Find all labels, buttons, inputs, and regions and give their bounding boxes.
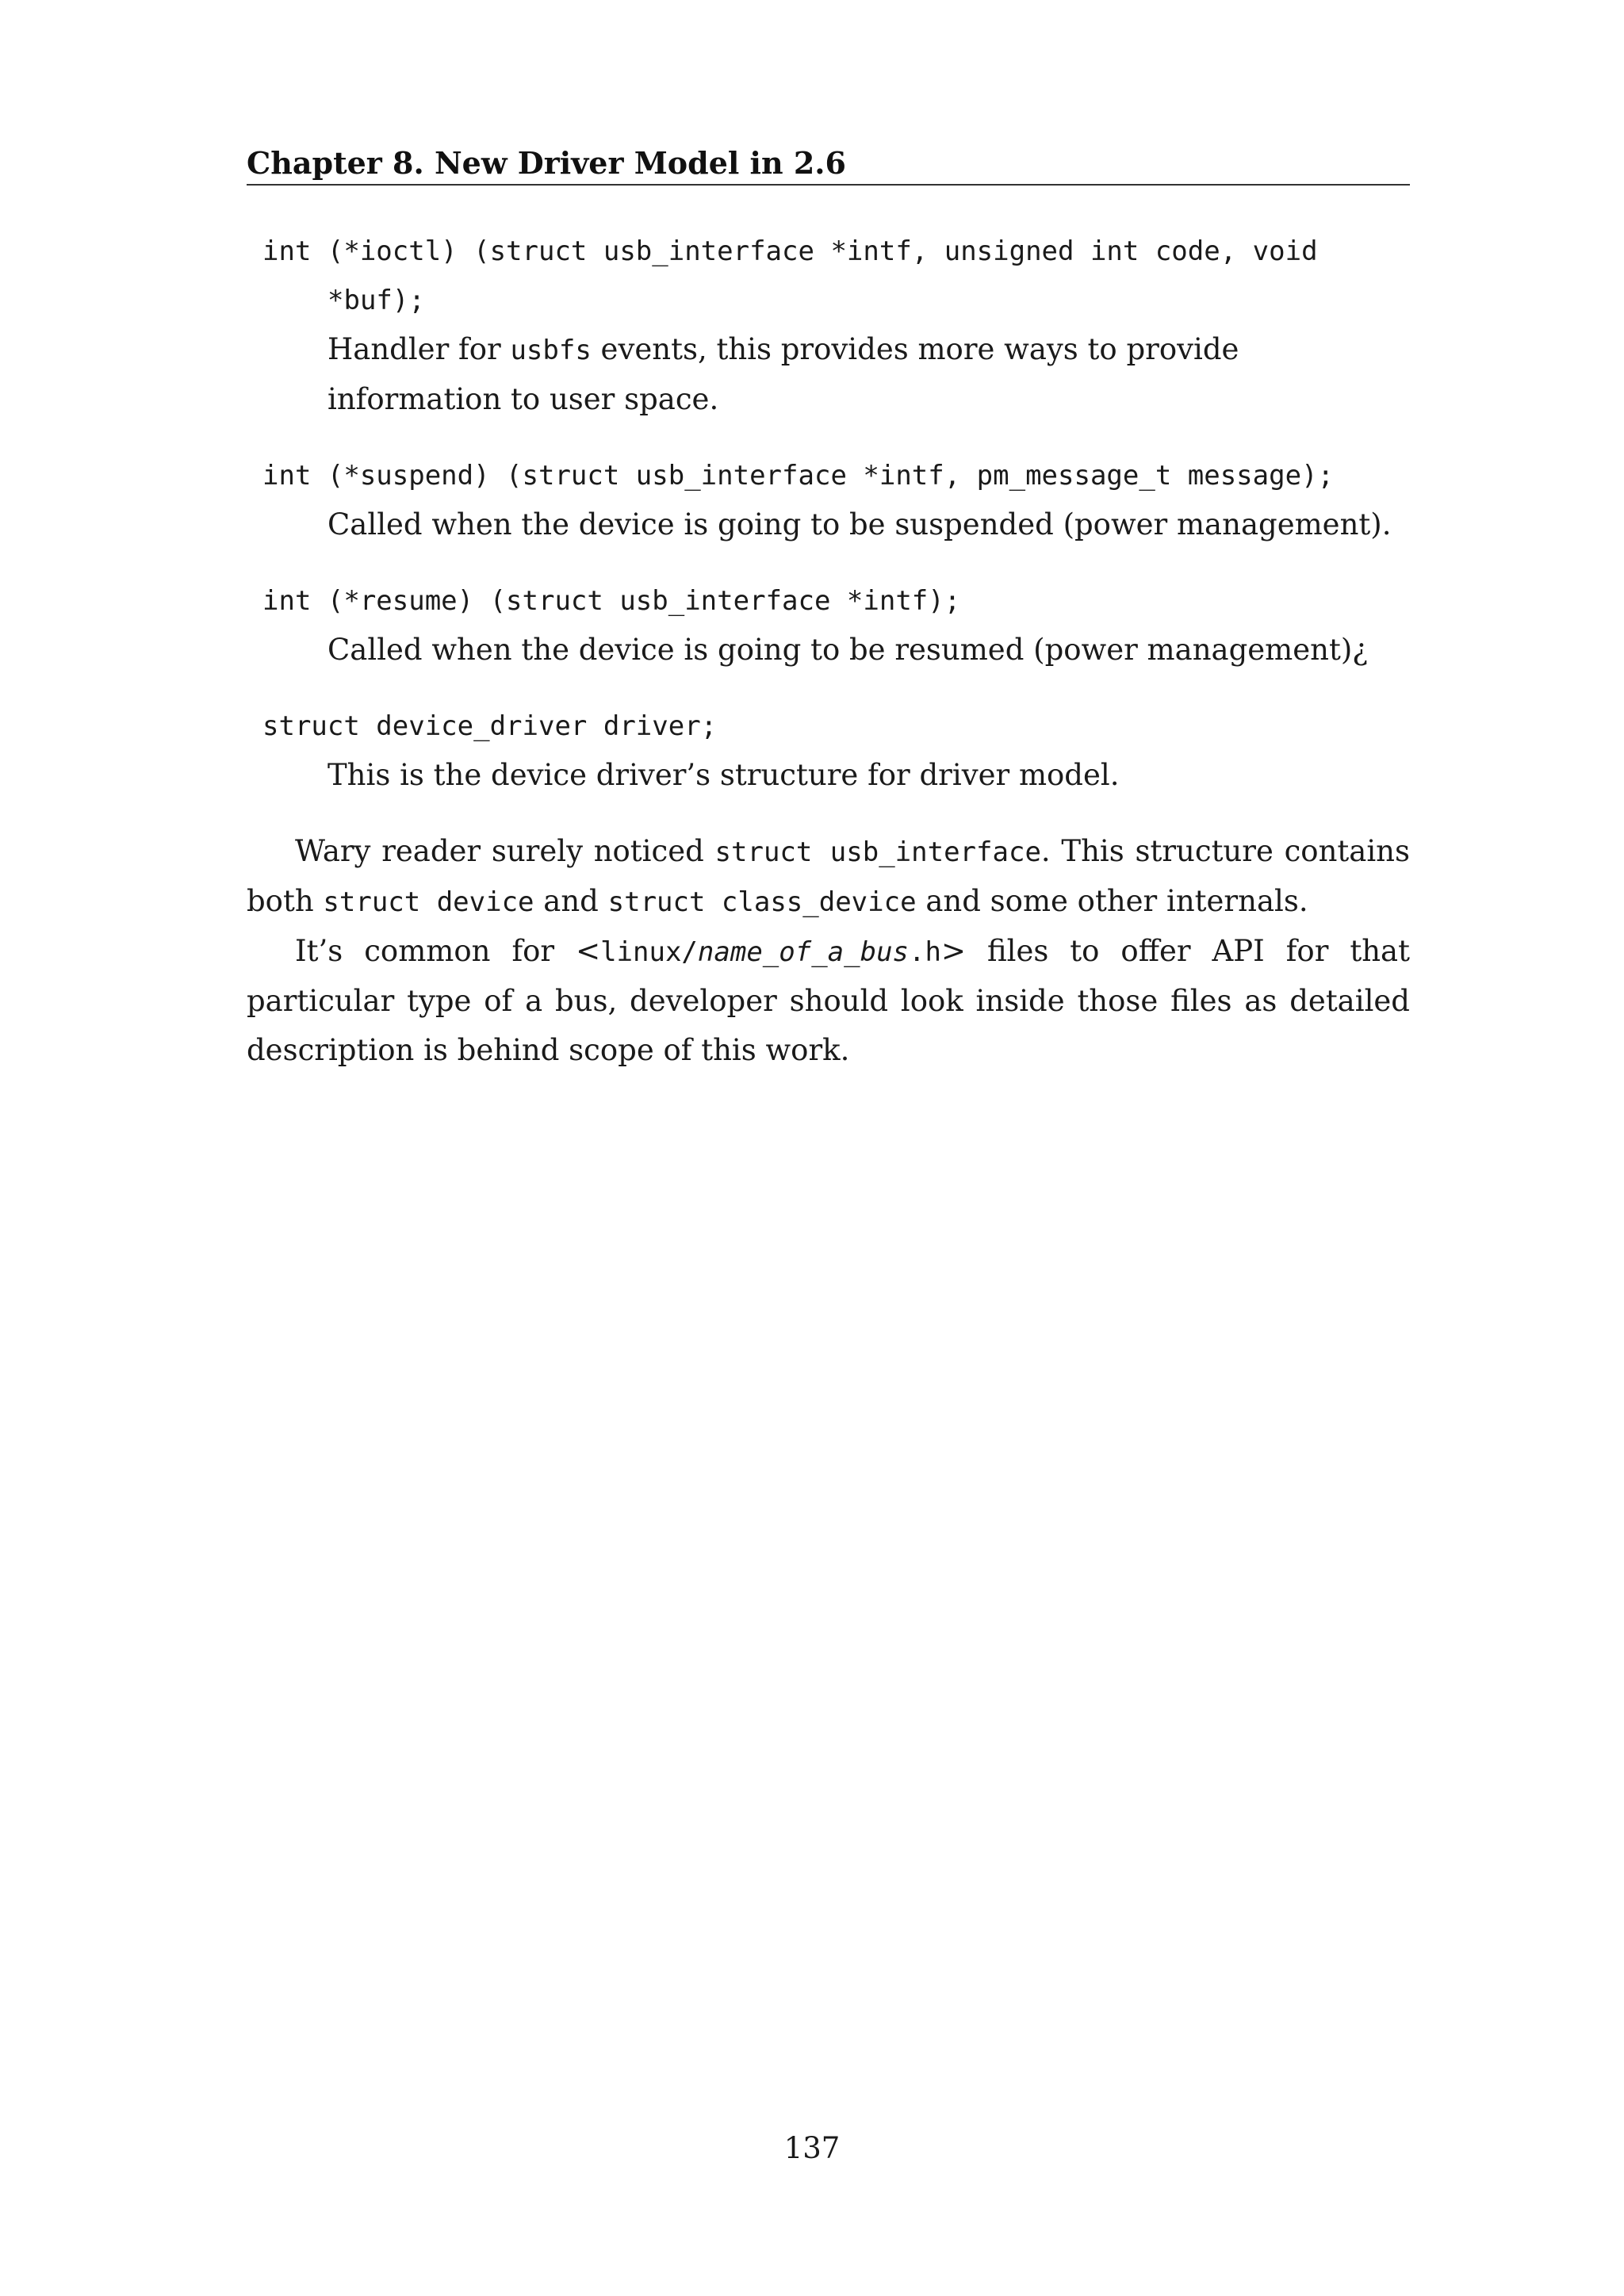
inline-code-italic: name_of_a_bus [697,936,910,968]
definition-term [247,227,1410,325]
page-header: Chapter 8. New Driver Model in 2.6 [247,145,846,181]
paragraph-text: Wary reader surely noticed [295,834,715,868]
definition-term: struct device_driver driver; [262,710,718,742]
inline-code: struct device [323,886,534,918]
page-number: 137 [783,2131,841,2165]
inline-code: usbfs [510,335,592,366]
description-text: Handler for [327,332,511,366]
definition-description: Called when the device is going to be resumed (power management)¿ [327,633,1369,667]
paragraph-text: and some other internals. [916,884,1308,918]
definition-description: This is the device driver’s structure for driver model. [327,758,1120,792]
definition-driver [247,702,1410,800]
definition-ioctl [247,227,1410,424]
inline-code: .h [909,936,941,968]
header-rule [247,184,1410,186]
definition-term: int (*resume) (struct usb_interface *intf); [262,585,961,617]
definition-term: int (*suspend) (struct usb_interface *intf, pm_message_t message); [262,460,1335,492]
paragraph-text: > files to offer API for that particular type of a bus, developer should look inside those files as detailed description is behind scope of this work. [247,934,1410,1067]
description-text: events, this provides more ways to provide information to user space. [327,332,1239,416]
paragraph-text: and [534,884,608,918]
inline-code: struct usb_interface [714,836,1041,868]
definition-description [247,325,1410,424]
term-line: int (*ioctl) (struct usb_interface *intf, unsigned int code, void [262,235,1318,267]
inline-code: linux/ [600,936,698,968]
definition-suspend [247,451,1410,549]
paragraph-text: It’s common for < [295,934,601,968]
paragraph-bus-headers [247,927,1410,1075]
definition-description: Called when the device is going to be suspended (power management). [327,507,1392,541]
paragraph-usb-interface [247,827,1410,927]
definition-resume [247,576,1410,675]
paragraph-text: . This structure contains both [247,834,1410,918]
inline-code: struct class_device [607,886,917,918]
term-line-continuation: *buf); [327,285,425,316]
page-body [247,227,1410,1075]
